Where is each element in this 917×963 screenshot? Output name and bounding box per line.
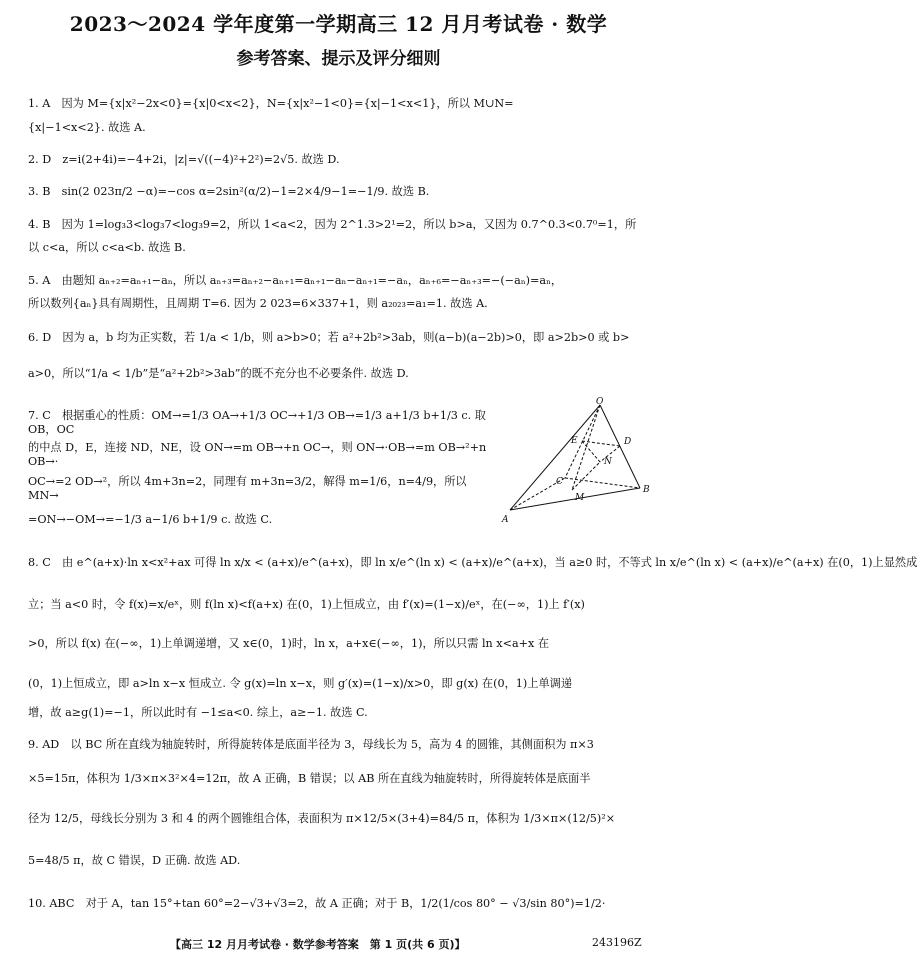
text-line: 增，故 a≥g(1)=−1，所以此时有 −1≤a<0. 综上，a≥−1. 故选 C.	[28, 706, 368, 719]
text-line: 5=48/5 π，故 C 错误，D 正确. 故选 AD.	[28, 854, 241, 867]
footer-code: 243196Z	[592, 936, 642, 949]
text-line: a>0，所以“1/a < 1/b”是“a²+2b²>3ab”的既不充分也不必要条件. 故选 D.	[28, 367, 409, 380]
segment-OM	[572, 405, 600, 490]
text-line: OC→=2 OD→²，所以 4m+3n=2，同理有 m+3n=3/2，解得 m=1/6，n=4/9，所以 MN→	[28, 475, 467, 502]
edge-CB	[565, 478, 640, 488]
text-line: 1. A 因为 M={x|x²−2x<0}={x|0<x<2}，N={x|x²−1<0}={x|−1<x<1}，所以 M∪N=	[28, 97, 514, 110]
text-line: 所以数列{aₙ}具有周期性，且周期 T=6. 因为 2 023=6×337+1，则 a₂₀₂₃=a₁=1. 故选 A.	[28, 297, 488, 310]
page-subtitle: 参考答案、提示及评分细则	[236, 49, 441, 69]
label-B: B	[643, 485, 650, 495]
edge-OA	[510, 405, 600, 510]
text-line: 以 c<a，所以 c<a<b. 故选 B.	[28, 241, 186, 254]
text-line: 的中点 D，E，连接 ND，NE，设 ON→=m OB→+n OC→，则 ON→·OB→=m OB→²+n OB→·	[28, 441, 487, 468]
text-line: 5. A 由题知 aₙ₊₂=aₙ₊₁−aₙ，所以 aₙ₊₃=aₙ₊₂−aₙ₊₁=aₙ₊₁−aₙ−aₙ₊₁=−aₙ，aₙ₊₆=−aₙ₊₃=−(−aₙ)=aₙ，	[28, 274, 563, 287]
text-line: >0，所以 f(x) 在(−∞，1)上单调递增，又 x∈(0，1)时，ln x，a+x∈(−∞，1)，所以只需 ln x<a+x 在	[28, 637, 550, 650]
text-line: (0，1)上恒成立，即 a>ln x−x 恒成立. 令 g(x)=ln x−x，则 g′(x)=(1−x)/x>0，即 g(x) 在(0，1)上单调递	[28, 677, 573, 690]
text-line: 4. B 因为 1=log₃3<log₃7<log₃9=2，所以 1<a<2，因为 2^1.3>2¹=2，所以 b>a，又因为 0.7^0.3<0.7⁰=1，所	[28, 218, 637, 231]
text-line: 立；当 a<0 时，令 f(x)=x/eˣ，则 f(ln x)<f(a+x) 在(0，1)上恒成立，由 f′(x)=(1−x)/eˣ，在(−∞，1)上 f′(x)	[28, 598, 585, 611]
text-line: 10. ABC 对于 A，tan 15°+tan 60°=2−√3+√3=2，故 A 正确；对于 B，1/2(1/cos 80° − √3/sin 80°)=1/2·	[28, 897, 606, 910]
text-line: 3. B sin(2 023π/2 −α)=−cos α=2sin²(α/2)−1=2×4/9−1=−1/9. 故选 B.	[28, 185, 430, 198]
label-C: C	[556, 477, 563, 487]
text-line: {x|−1<x<2}. 故选 A.	[28, 121, 146, 134]
label-M: M	[575, 493, 585, 503]
text-line: 6. D 因为 a，b 均为正实数，若 1/a < 1/b，则 a>b>0；若 a²+2b²>3ab，则(a−b)(a−2b)>0，即 a>2b>0 或 b>	[28, 331, 630, 344]
label-A: A	[502, 515, 509, 525]
segment-MN	[572, 462, 600, 490]
label-O: O	[596, 397, 604, 407]
tetrahedron-figure	[500, 397, 660, 530]
text-line: 7. C 根据重心的性质：OM→=1/3 OA→+1/3 OC→+1/3 OB→=1/3 a+1/3 b+1/3 c. 取 OB，OC	[28, 409, 486, 436]
label-N: N	[604, 457, 612, 467]
text-line: 8. C 由 e^(a+x)·ln x<x²+ax 可得 ln x/x < (a+x)/e^(a+x)，即 ln x/e^(ln x) < (a+x)/e^(a+x)，当 a≥0 时，不等式 ln x/e^(ln x) < (a+x)/e^(a+x) 在(0，1)上显然成	[28, 556, 917, 569]
text-line: ×5=15π，体积为 1/3×π×3²×4=12π，故 A 正确，B 错误；以 AB 所在直线为轴旋转时，所得旋转体是底面半	[28, 772, 591, 785]
text-line: 2. D z=i(2+4i)=−4+2i，|z|=√((−4)²+2²)=2√5. 故选 D.	[28, 153, 340, 166]
segment-EN	[582, 441, 600, 462]
text-line: 9. AD 以 BC 所在直线为轴旋转时，所得旋转体是底面半径为 3，母线长为 5，高为 4 的圆锥，其侧面积为 π×3	[28, 738, 594, 751]
footer-text: 【高三 12 月月考试卷 · 数学参考答案 第 1 页(共 6 页)】	[170, 938, 466, 951]
label-D: D	[624, 437, 632, 447]
text-line: 径为 12/5，母线长分别为 3 和 4 的两个圆锥组合体，表面积为 π×12/5×(3+4)=84/5 π，体积为 1/3×π×(12/5)²×	[28, 812, 616, 825]
page-title: 2023～2024 学年度第一学期高三 12 月月考试卷 · 数学	[69, 12, 608, 36]
text-line: =ON→−OM→=−1/3 a−1/6 b+1/9 c. 故选 C.	[28, 513, 273, 526]
label-E: E	[571, 436, 578, 446]
